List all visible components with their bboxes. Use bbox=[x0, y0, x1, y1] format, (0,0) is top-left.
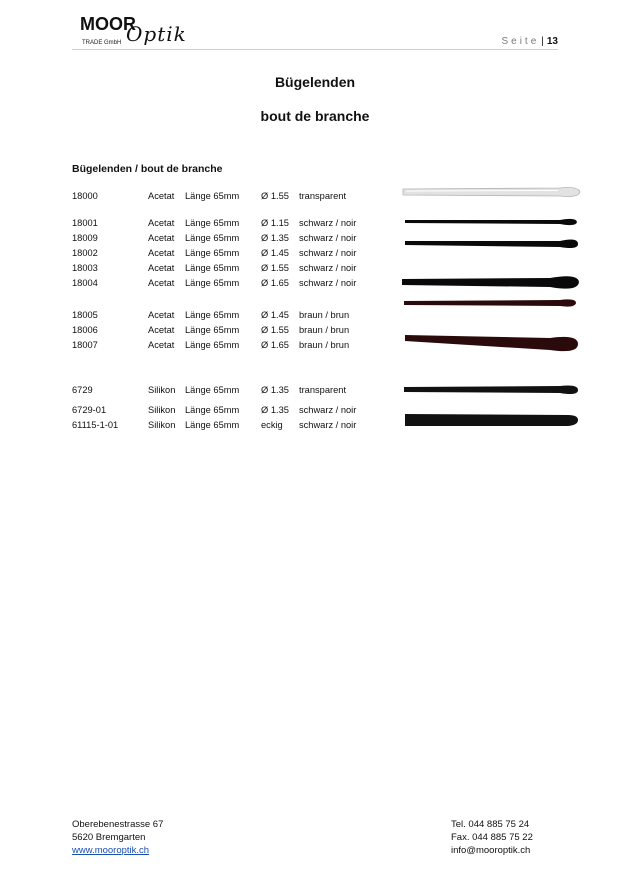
product-code: 18006 bbox=[72, 325, 98, 335]
product-color: transparent bbox=[299, 385, 347, 395]
product-color: schwarz / noir bbox=[299, 218, 357, 228]
page-number: 13 bbox=[546, 36, 558, 47]
footer-email: info@mooroptik.ch bbox=[451, 845, 531, 856]
product-diameter: Ø 1.55 bbox=[261, 325, 289, 335]
product-length: Länge 65mm bbox=[185, 233, 240, 243]
temple-tip-image-silicone-square bbox=[400, 411, 582, 429]
product-diameter: Ø 1.35 bbox=[261, 405, 289, 415]
product-color: schwarz / noir bbox=[299, 233, 357, 243]
product-color: braun / brun bbox=[299, 340, 350, 350]
product-material: Acetat bbox=[148, 218, 175, 228]
temple-tip-image-black bbox=[400, 215, 582, 229]
footer-tel: Tel. 044 885 75 24 bbox=[451, 819, 530, 830]
product-color: braun / brun bbox=[299, 325, 350, 335]
product-color: transparent bbox=[299, 191, 347, 201]
product-color: braun / brun bbox=[299, 310, 350, 320]
footer-city: 5620 Bremgarten bbox=[72, 832, 146, 843]
product-color: schwarz / noir bbox=[299, 405, 357, 415]
product-code: 6729 bbox=[72, 385, 93, 395]
product-length: Länge 65mm bbox=[185, 405, 240, 415]
product-diameter: Ø 1.35 bbox=[261, 233, 289, 243]
product-length: Länge 65mm bbox=[185, 278, 240, 288]
product-material: Acetat bbox=[148, 191, 175, 201]
product-length: Länge 65mm bbox=[185, 248, 240, 258]
page-label-text: Seite bbox=[501, 36, 540, 47]
product-material: Silikon bbox=[148, 385, 176, 395]
product-code: 6729-01 bbox=[72, 405, 107, 415]
product-length: Länge 65mm bbox=[185, 310, 240, 320]
product-diameter: Ø 1.65 bbox=[261, 278, 289, 288]
product-length: Länge 65mm bbox=[185, 385, 240, 395]
product-code: 18007 bbox=[72, 340, 98, 350]
product-color: schwarz / noir bbox=[299, 248, 357, 258]
product-length: Länge 65mm bbox=[185, 191, 240, 201]
page-indicator bbox=[501, 36, 558, 47]
footer-street: Oberebenestrasse 67 bbox=[72, 819, 164, 830]
product-length: Länge 65mm bbox=[185, 420, 240, 430]
product-diameter: eckig bbox=[261, 420, 283, 430]
page-title: Bügelenden bbox=[274, 74, 356, 90]
product-length: Länge 65mm bbox=[185, 340, 240, 350]
product-color: schwarz / noir bbox=[299, 278, 357, 288]
product-diameter: Ø 1.15 bbox=[261, 218, 289, 228]
product-code: 18000 bbox=[72, 191, 98, 201]
product-material: Acetat bbox=[148, 325, 175, 335]
footer-contact bbox=[451, 818, 533, 857]
product-code: 18005 bbox=[72, 310, 98, 320]
temple-tip-image-black bbox=[400, 272, 582, 294]
temple-tip-image-black bbox=[400, 236, 582, 252]
logo-main-text: MOOR bbox=[80, 14, 136, 34]
product-material: Silikon bbox=[148, 405, 176, 415]
product-code: 18009 bbox=[72, 233, 98, 243]
product-length: Länge 65mm bbox=[185, 325, 240, 335]
company-logo bbox=[78, 10, 188, 52]
product-material: Silikon bbox=[148, 420, 176, 430]
website-link[interactable]: www.mooroptik.ch bbox=[72, 845, 150, 856]
logo-sub-text: TRADE GmbH bbox=[82, 40, 122, 46]
product-code: 61115-1-01 bbox=[72, 420, 119, 430]
product-material: Acetat bbox=[148, 248, 175, 258]
temple-tip-image-brown bbox=[400, 296, 582, 312]
header-divider bbox=[72, 49, 558, 50]
product-material: Acetat bbox=[148, 233, 175, 243]
product-diameter: Ø 1.45 bbox=[261, 248, 289, 258]
product-diameter: Ø 1.45 bbox=[261, 310, 289, 320]
product-code: 18001 bbox=[72, 218, 98, 228]
product-code: 18002 bbox=[72, 248, 98, 258]
product-length: Länge 65mm bbox=[185, 263, 240, 273]
product-length: Länge 65mm bbox=[185, 218, 240, 228]
product-material: Acetat bbox=[148, 263, 175, 273]
product-diameter: Ø 1.55 bbox=[261, 191, 289, 201]
product-color: schwarz / noir bbox=[299, 420, 357, 430]
product-material: Acetat bbox=[148, 310, 175, 320]
product-material: Acetat bbox=[148, 278, 175, 288]
temple-tip-image-transparent bbox=[400, 183, 582, 203]
footer-address bbox=[72, 818, 163, 857]
logo-script-text: Optik bbox=[126, 22, 187, 46]
page-subtitle: bout de branche bbox=[260, 108, 370, 124]
section-title: Bügelenden / bout de branche bbox=[72, 163, 223, 175]
product-diameter: Ø 1.65 bbox=[261, 340, 289, 350]
footer-fax: Fax. 044 885 75 22 bbox=[451, 832, 533, 843]
product-diameter: Ø 1.35 bbox=[261, 385, 289, 395]
temple-tip-image-silicone bbox=[400, 382, 582, 398]
product-material: Acetat bbox=[148, 340, 175, 350]
product-code: 18003 bbox=[72, 263, 98, 273]
page-separator: | bbox=[541, 36, 544, 47]
product-diameter: Ø 1.55 bbox=[261, 263, 289, 273]
temple-tip-image-brown bbox=[400, 328, 582, 356]
product-color: schwarz / noir bbox=[299, 263, 357, 273]
product-code: 18004 bbox=[72, 278, 98, 288]
